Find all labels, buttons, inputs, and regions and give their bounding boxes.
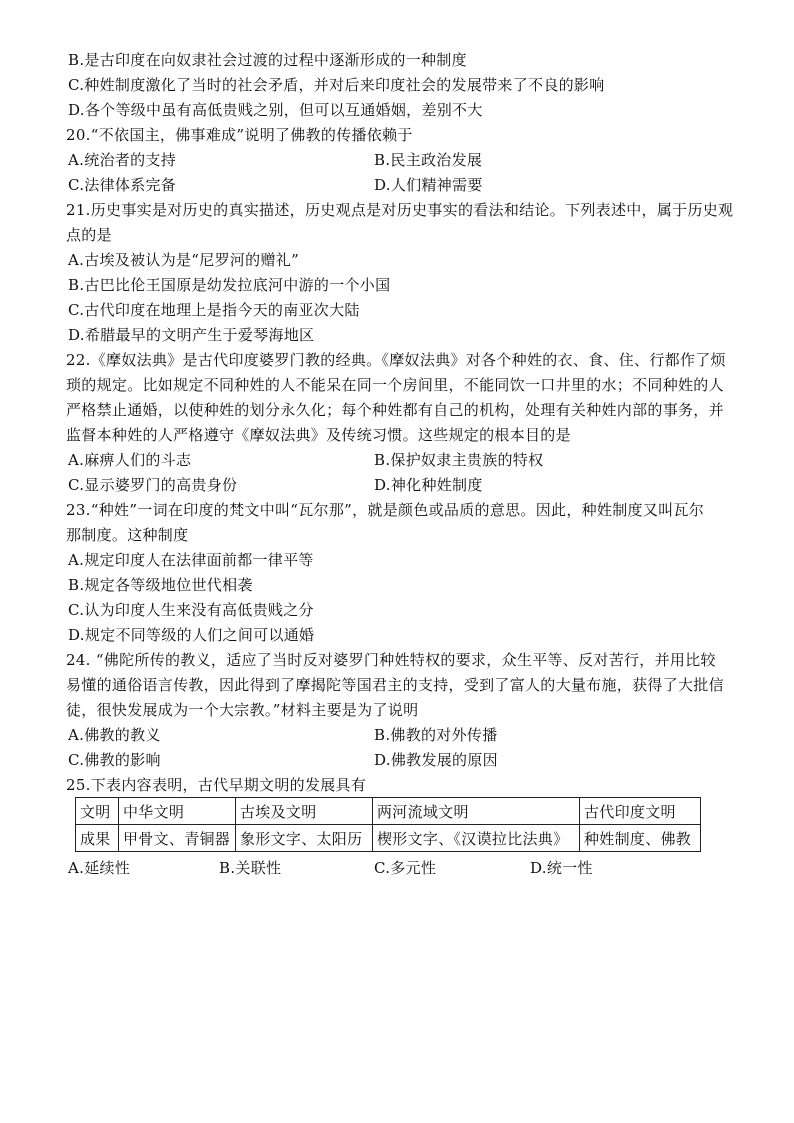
- table-row: [76, 825, 701, 852]
- q24-stem-line3: 徒，很快发展成为一个大宗教。”材料主要是为了说明: [66, 701, 419, 719]
- q23-stem-line1: 23.“种姓”一词在印度的梵文中叫“瓦尔那”，就是颜色或品质的意思。因此，种姓制度又叫瓦尔: [66, 501, 705, 519]
- q20-option-b: B.民主政治发展: [374, 151, 483, 169]
- q19-option-d: D.各个等级中虽有高低贵贱之别，但可以互通婚姻，差别不大: [68, 101, 483, 119]
- q24-stem-line1: 24. “佛陀所传的教义，适应了当时反对婆罗门种姓特权的要求，众生平等、反对苦行，并用比较: [66, 651, 716, 669]
- q20-option-c: C.法律体系完备: [68, 176, 177, 194]
- q21-option-d: D.希腊最早的文明产生于爱琴海地区: [68, 326, 315, 344]
- q22-stem-line4: 监督本种姓的人严格遵守《摩奴法典》及传统习惯。这些规定的根本目的是: [66, 426, 571, 444]
- q24-stem-line2: 易懂的通俗语言传教，因此得到了摩揭陀等国君主的支持，受到了富人的大量布施，获得了大批信: [66, 676, 724, 694]
- table-cell: 中华文明: [119, 798, 236, 825]
- q23-option-d: D.规定不同等级的人们之间可以通婚: [68, 626, 315, 644]
- q21-option-b: B.古巴比伦王国原是幼发拉底河中游的一个小国: [68, 276, 391, 294]
- q21-option-a: A.古埃及被认为是“尼罗河的赠礼”: [68, 251, 300, 269]
- q20-stem: 20.“不依国主，佛事难成”说明了佛教的传播依赖于: [66, 126, 413, 144]
- civilization-table: [75, 797, 701, 852]
- q22-stem-line3: 严格禁止通婚，以使种姓的划分永久化；每个种姓都有自己的机构，处理有关种姓内部的事务，并: [66, 401, 724, 419]
- table-cell: 两河流域文明: [373, 798, 580, 825]
- q25-option-c: C.多元性: [374, 859, 437, 877]
- q24-option-b: B.佛教的对外传播: [374, 726, 498, 744]
- q20-option-d: D.人们精神需要: [374, 176, 483, 194]
- q22-option-a: A.麻痹人们的斗志: [68, 451, 192, 469]
- table-cell: 楔形文字、《汉谟拉比法典》: [373, 825, 580, 852]
- q25-option-d: D.统一性: [530, 859, 593, 877]
- table-cell: 成果: [76, 825, 119, 852]
- q21-stem-line2: 点的是: [66, 226, 112, 244]
- q23-option-c: C.认为印度人生来没有高低贵贱之分: [68, 601, 314, 619]
- table-cell: 甲骨文、青铜器: [119, 825, 236, 852]
- table-cell: 种姓制度、佛教: [580, 825, 701, 852]
- table-header-row: [76, 798, 701, 825]
- q22-option-c: C.显示婆罗门的高贵身份: [68, 476, 238, 494]
- table-cell: 象形文字、太阳历: [236, 825, 373, 852]
- q22-option-b: B.保护奴隶主贵族的特权: [374, 451, 544, 469]
- q25-option-b: B.关联性: [219, 859, 282, 877]
- q25-stem: 25.下表内容表明，古代早期文明的发展具有: [66, 776, 367, 794]
- q19-option-c: C.种姓制度激化了当时的社会矛盾，并对后来印度社会的发展带来了不良的影响: [68, 76, 605, 94]
- q19-option-b: B.是古印度在向奴隶社会过渡的过程中逐渐形成的一种制度: [68, 51, 467, 69]
- table-cell: 古代印度文明: [580, 798, 701, 825]
- q21-stem-line1: 21.历史事实是对历史的真实描述，历史观点是对历史事实的看法和结论。下列表述中，属于历史观: [66, 201, 734, 219]
- table-cell: 古埃及文明: [236, 798, 373, 825]
- q23-option-a: A.规定印度人在法律面前都一律平等: [68, 551, 314, 569]
- q24-option-a: A.佛教的教义: [68, 726, 161, 744]
- q22-stem-line1: 22.《摩奴法典》是古代印度婆罗门教的经典。《摩奴法典》对各个种姓的衣、食、住、行都作了烦: [66, 351, 726, 369]
- q23-stem-line2: 那制度。这种制度: [66, 526, 189, 544]
- q20-option-a: A.统治者的支持: [68, 151, 177, 169]
- q21-option-c: C.古代印度在地理上是指今天的南亚次大陆: [68, 301, 360, 319]
- q24-option-c: C.佛教的影响: [68, 751, 161, 769]
- q22-stem-line2: 琐的规定。比如规定不同种姓的人不能呆在同一个房间里，不能同饮一口井里的水；不同种姓的人: [66, 376, 724, 394]
- table-cell: 文明: [76, 798, 119, 825]
- q24-option-d: D.佛教发展的原因: [374, 751, 498, 769]
- q25-option-a: A.延续性: [68, 859, 131, 877]
- q23-option-b: B.规定各等级地位世代相袭: [68, 576, 253, 594]
- q22-option-d: D.神化种姓制度: [374, 476, 483, 494]
